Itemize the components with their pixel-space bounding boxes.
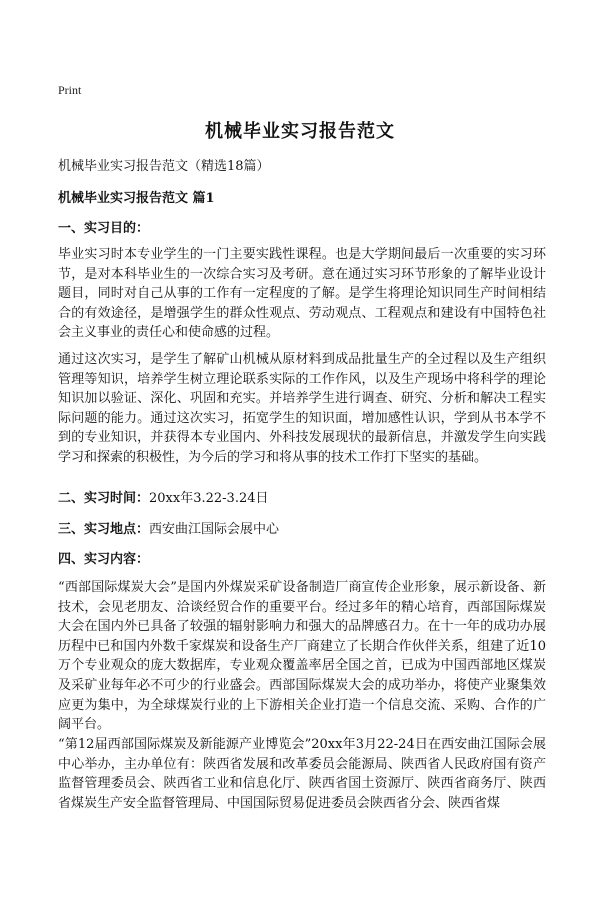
content-heading: 四、实习内容： bbox=[58, 552, 150, 567]
purpose-paragraph-2: 通过这次实习，是学生了解矿山机械从原材料到成品批量生产的全过程以及生产组织管理等知识，培养学生树立理论联系实际的工作作风，以及生产现场中将科学的理论知识加以验证、深化、巩固和充实。并培养学生进行调查、研究、分析和解决工程实际问题的能力。通过这次实习，拓宽学生的知识面，增加感性认识，学到从书本学不到的专业知识，并获得本专业国内、外科技发展现状的最新信息，并激发学生向实践学习和探索的积极性，为今后的学习和将从事的技术工作打下坚实的基础。 bbox=[58, 352, 546, 465]
place-heading: 三、实习地点： bbox=[58, 522, 150, 537]
time-heading: 二、实习时间： bbox=[58, 491, 150, 506]
purpose-heading: 一、实习目的： bbox=[58, 221, 150, 236]
purpose-paragraph-1: 毕业实习时本专业学生的一门主要实践性课程。也是大学期间最后一次重要的实习环节，是对本科毕业生的一次综合实习及考研。意在通过实习环节形象的了解毕业设计题目，同时对自己从事的工作有一定程度的了解。是学生将理论知识同生产时间相结合的有效途径，是增强学生的群众性观点、劳动观点、工程观点和建设有中国特色社会主义事业的责任心和使命感的过程。 bbox=[58, 247, 546, 341]
content-paragraph-2: “第12届西部国际煤炭及新能源产业博览会”20xx年3月22-24日在西安曲江国际会展中心举办，主办单位有：陕西省发展和改革委员会能源局、陕西省人民政府国有资产监督管理委员会、陕西省工业和信息化厅、陕西省国土资源厅、陕西省商务厅、陕西省煤炭生产安全监督管理局、中国国际贸易促进委员会陕西省分会、陕西省煤 bbox=[58, 737, 546, 811]
time-value: 20xx年3.22-3.24日 bbox=[149, 491, 269, 506]
print-link[interactable]: Print bbox=[58, 83, 82, 97]
article-heading: 机械毕业实习报告范文 篇1 bbox=[58, 191, 215, 206]
place-value: 西安曲江国际会展中心 bbox=[149, 522, 280, 537]
content-paragraph-1: “西部国际煤炭大会”是国内外煤炭采矿设备制造厂商宣传企业形象，展示新设备、新技术，会见老朋友、洽谈经贸合作的重要平台。经过多年的精心培育，西部国际煤炭大会在国内外已具备了较强的辐射影响力和强大的品牌感召力。在十一年的成功办展历程中已和国内外数千家煤炭和设备生产厂商建立了长期合作伙伴关系，组建了近10万个专业观众的庞大数据库，专业观众覆盖率居全国之首，已成为中国西部地区煤炭及采矿业每年必不可少的行业盛会。西部国际煤炭大会的成功举办，将使产业聚集效应更为集中，为全球煤炭行业的上下游相关企业打造一个信息交流、采购、合作的广阔平台。 bbox=[58, 580, 546, 733]
page-title: 机械毕业实习报告范文 bbox=[205, 121, 395, 142]
subtitle: 机械毕业实习报告范文（精选18篇） bbox=[58, 159, 270, 174]
place-heading-row bbox=[58, 518, 279, 537]
time-heading-row bbox=[58, 487, 269, 506]
